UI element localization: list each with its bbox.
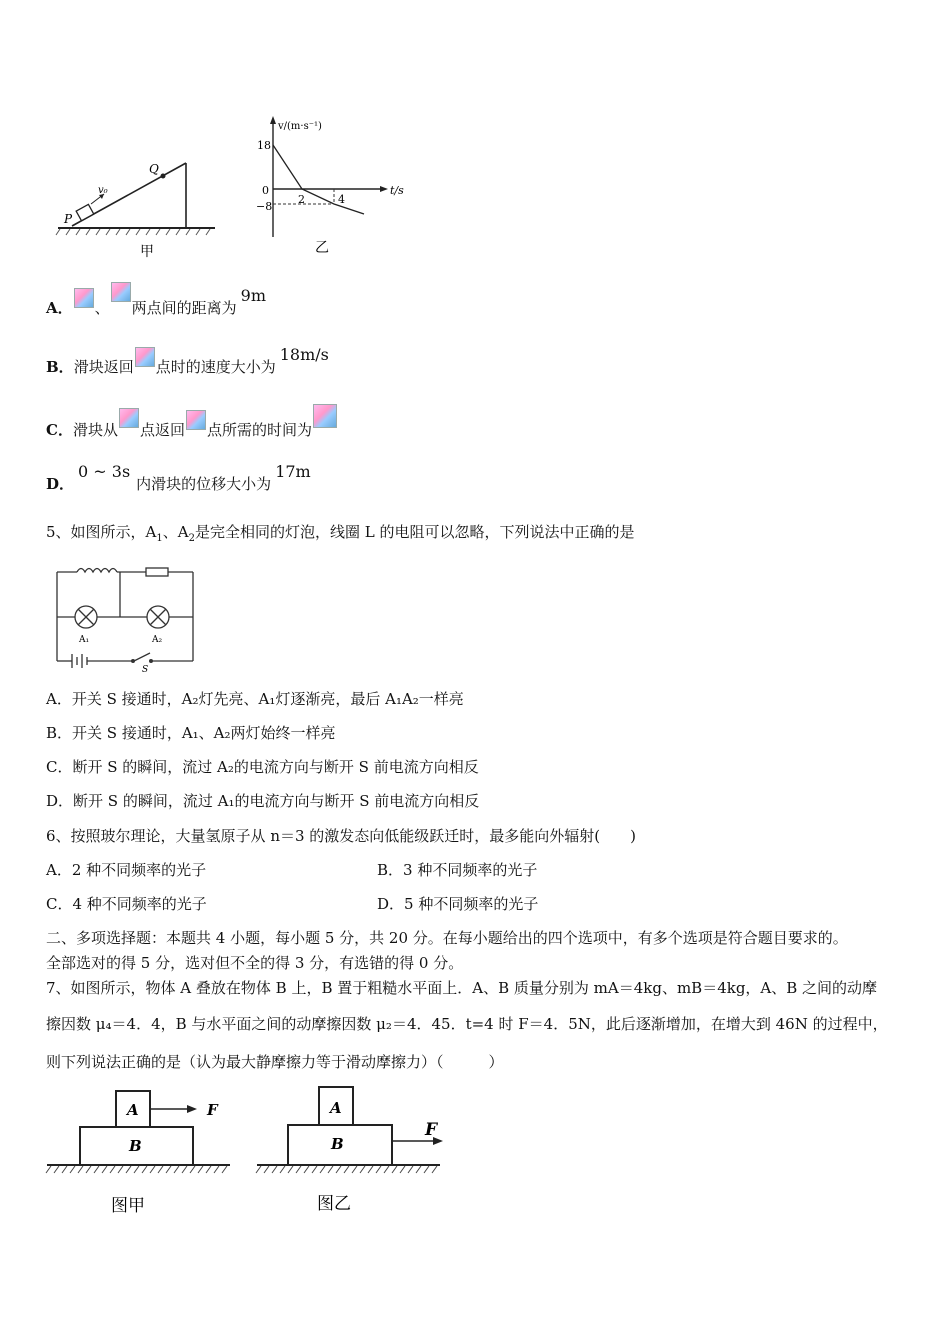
section-heading-line2: 全部选对的得 5 分，选对但不全的得 3 分，有选错的得 0 分。 — [46, 954, 464, 972]
vt-axis-t: t/s — [390, 184, 404, 197]
circuit-label-s: S — [142, 665, 149, 673]
q4-option-b[interactable]: B．滑块返回 点时的速度大小为18m/s — [46, 345, 329, 376]
q6-option-a[interactable]: A．2 种不同频率的光子 — [46, 861, 207, 879]
q7-stem-line1: 7、如图所示，物体 A 叠放在物体 B 上，B 置于粗糙水平面上．A、B 质量分别为 mA＝4kg、mB＝4kg，A、B 之间的动摩 — [46, 979, 878, 997]
missing-image-icon — [119, 408, 139, 428]
q4-option-d[interactable]: D．0 ~ 3s内滑块的位移大小为17m — [46, 462, 311, 493]
fig-jia-p-label: P — [64, 212, 73, 226]
yi-caption: 图乙 — [317, 1194, 351, 1214]
missing-image-icon — [135, 347, 155, 367]
jia-label-b: B — [129, 1137, 142, 1155]
fig-jia-v0: v₀ — [98, 185, 108, 196]
missing-image-icon — [74, 288, 94, 308]
formula: 9m — [240, 286, 267, 305]
blocks-figure-jia — [45, 1085, 240, 1220]
incline-figure — [50, 100, 225, 265]
vt-graph — [252, 112, 422, 262]
yi-label-b: B — [331, 1135, 344, 1153]
vt-tick-4: 4 — [338, 193, 345, 206]
fig-jia-q-label: Q — [149, 162, 159, 176]
missing-image-icon — [313, 404, 337, 428]
vt-tick-18: 18 — [257, 139, 271, 152]
formula: 18m/s — [279, 345, 329, 364]
q6-option-b[interactable]: B．3 种不同频率的光子 — [377, 861, 538, 879]
q5-option-b[interactable]: B．开关 S 接通时，A₁、A₂两灯始终一样亮 — [46, 724, 336, 742]
q6-stem: 6、按照玻尔理论，大量氢原子从 n＝3 的激发态向低能级跃迁时，最多能向外辐射( ) — [46, 827, 636, 845]
q5-stem: 5、如图所示，$A_1$、$A_2$是完全相同的灯泡，线圈 L 的电阻可以忽略，下列说法中正确的是 — [46, 523, 635, 544]
q6-option-c[interactable]: C．4 种不同频率的光子 — [46, 895, 207, 913]
q5-option-c[interactable]: C．断开 S 的瞬间，流过 A₂的电流方向与断开 S 前电流方向相反 — [46, 758, 479, 776]
yi-label-a: A — [330, 1099, 342, 1117]
q7-stem-line3: 则下列说法正确的是（认为最大静摩擦力等于滑动摩擦力）（ ） — [46, 1053, 504, 1071]
q7-stem-line2: 擦因数 μ₄＝4．4，B 与水平面之间的动摩擦因数 μ₂＝4．45．t=4 时 F＝4．5N，此后逐渐增加，在增大到 46N 的过程中， — [46, 1015, 888, 1033]
jia-label-a: A — [127, 1101, 139, 1119]
section-heading-line1: 二、多项选择题：本题共 4 小题，每小题 5 分，共 20 分。在每小题给出的四个选项中，有多个选项是符合题目要求的。 — [46, 929, 848, 947]
blocks-figure-yi — [255, 1085, 455, 1220]
fig-jia-caption: 甲 — [140, 244, 154, 260]
jia-caption: 图甲 — [111, 1196, 145, 1216]
circuit-diagram — [50, 558, 200, 673]
formula: 17m — [275, 462, 311, 481]
q5-option-d[interactable]: D．断开 S 的瞬间，流过 A₁的电流方向与断开 S 前电流方向相反 — [46, 792, 480, 810]
vt-caption: 乙 — [315, 240, 329, 256]
q4-option-c[interactable]: C．滑块从 点返回 点所需的时间为 — [46, 414, 338, 440]
formula: 0 ~ 3s — [78, 462, 131, 481]
q6-option-d[interactable]: D．5 种不同频率的光子 — [377, 895, 539, 913]
q4-option-a[interactable]: A． 、 两点间的距离为9m — [46, 296, 266, 318]
jia-label-f: F — [207, 1101, 218, 1119]
vt-axis-v: v/(m·s⁻¹) — [278, 121, 322, 132]
vt-tick-neg8: −8 — [256, 200, 273, 213]
circuit-label-a2: A₂ — [152, 635, 163, 645]
missing-image-icon — [111, 282, 131, 302]
missing-image-icon — [186, 410, 206, 430]
vt-tick-0: 0 — [262, 184, 269, 197]
yi-label-f: F — [425, 1120, 438, 1140]
vt-tick-2: 2 — [298, 193, 305, 206]
circuit-label-a1: A₁ — [79, 635, 90, 645]
q5-option-a[interactable]: A．开关 S 接通时，A₂灯先亮、A₁灯逐渐亮，最后 A₁A₂一样亮 — [46, 690, 464, 708]
